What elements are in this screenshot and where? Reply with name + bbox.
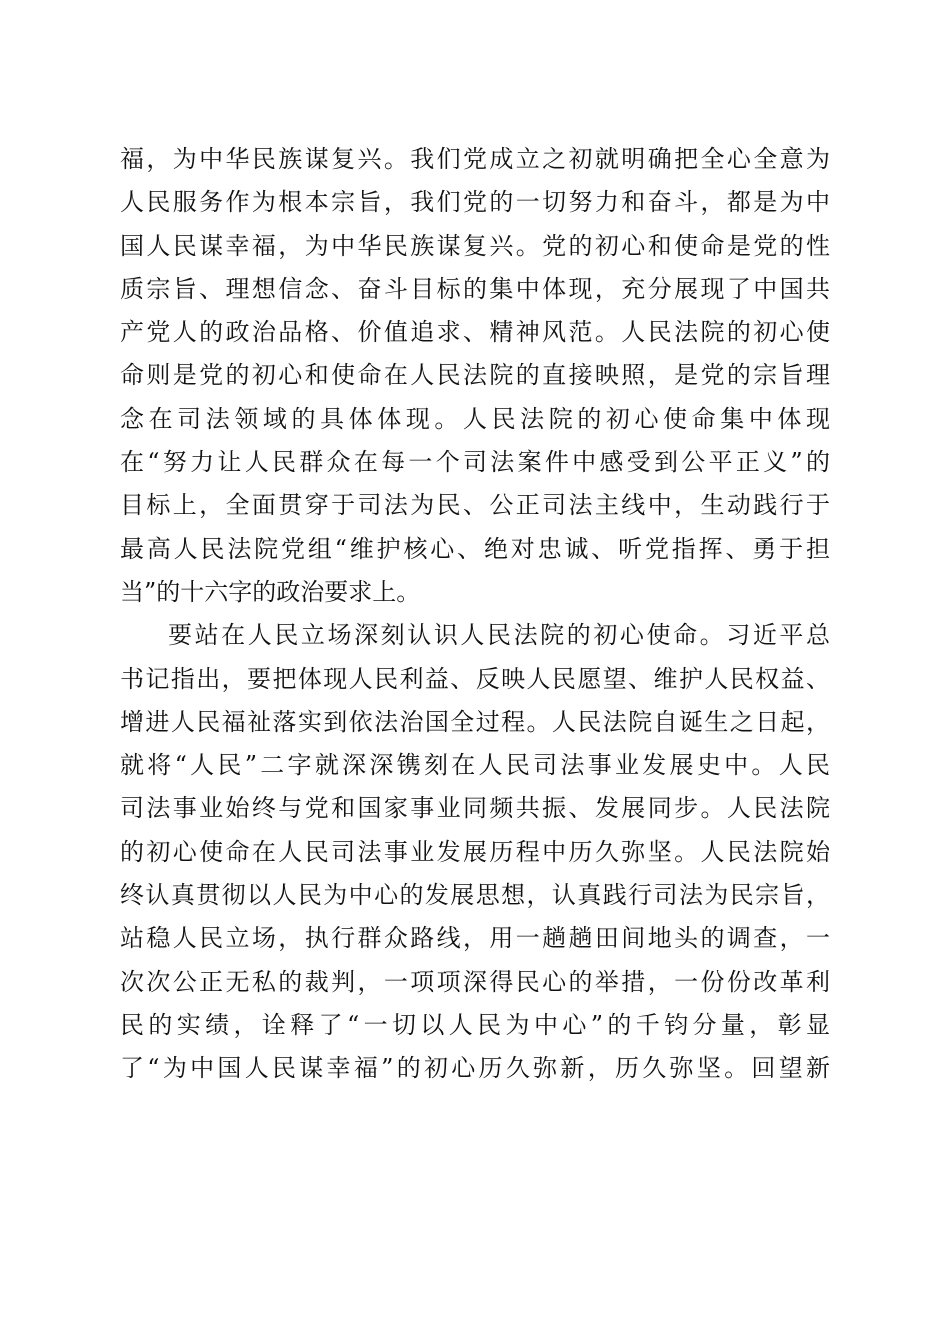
text-line: 司法事业始终与党和国家事业同频共振、发展同步。人民法院 [120, 794, 830, 823]
text-line: 最高人民法院党组“维护核心、绝对忠诚、听党指挥、勇于担 [120, 534, 830, 563]
text-line: 人民服务作为根本宗旨，我们党的一切努力和奋斗，都是为中 [120, 188, 830, 217]
text-line: 福，为中华民族谋复兴。我们党成立之初就明确把全心全意为 [120, 145, 830, 173]
text-line: 产党人的政治品格、价值追求、精神风范。人民法院的初心使 [120, 318, 830, 347]
text-line: 次次公正无私的裁判，一项项深得民心的举措，一份份改革利 [120, 967, 830, 996]
text-line: 书记指出，要把体现人民利益、反映人民愿望、维护人民权益、 [120, 664, 830, 693]
text-line: 了“为中国人民谋幸福”的初心历久弥新，历久弥坚。回望新 [120, 1054, 830, 1083]
text-line: 民的实绩，诠释了“一切以人民为中心”的千钧分量，彰显 [120, 1010, 830, 1039]
text-line: 终认真贯彻以人民为中心的发展思想，认真践行司法为民宗旨， [120, 881, 830, 910]
text-line: 就将“人民”二字就深深镌刻在人民司法事业发展史中。人民 [120, 751, 830, 780]
text-line: 念在司法领域的具体体现。人民法院的初心使命集中体现 [120, 404, 830, 433]
paragraph-end-line: 当”的十六字的政治要求上。 [120, 577, 421, 606]
text-line: 站稳人民立场，执行群众路线，用一趟趟田间地头的调查，一 [120, 924, 830, 953]
text-line: 增进人民福祉落实到依法治国全过程。人民法院自诞生之日起， [120, 707, 830, 736]
body-text [120, 138, 830, 1091]
text-line: 的初心使命在人民司法事业发展历程中历久弥坚。人民法院始 [120, 837, 830, 866]
text-line: 在“努力让人民群众在每一个司法案件中感受到公平正义”的 [120, 448, 830, 477]
paragraph-start-line: 要站在人民立场深刻认识人民法院的初心使命。习近平总 [168, 621, 830, 650]
text-line: 国人民谋幸福，为中华民族谋复兴。党的初心和使命是党的性 [120, 231, 830, 260]
text-line: 目标上，全面贯穿于司法为民、公正司法主线中，生动践行于 [120, 491, 830, 520]
text-line: 质宗旨、理想信念、奋斗目标的集中体现，充分展现了中国共 [120, 274, 830, 303]
text-line: 命则是党的初心和使命在人民法院的直接映照，是党的宗旨理 [120, 361, 830, 390]
